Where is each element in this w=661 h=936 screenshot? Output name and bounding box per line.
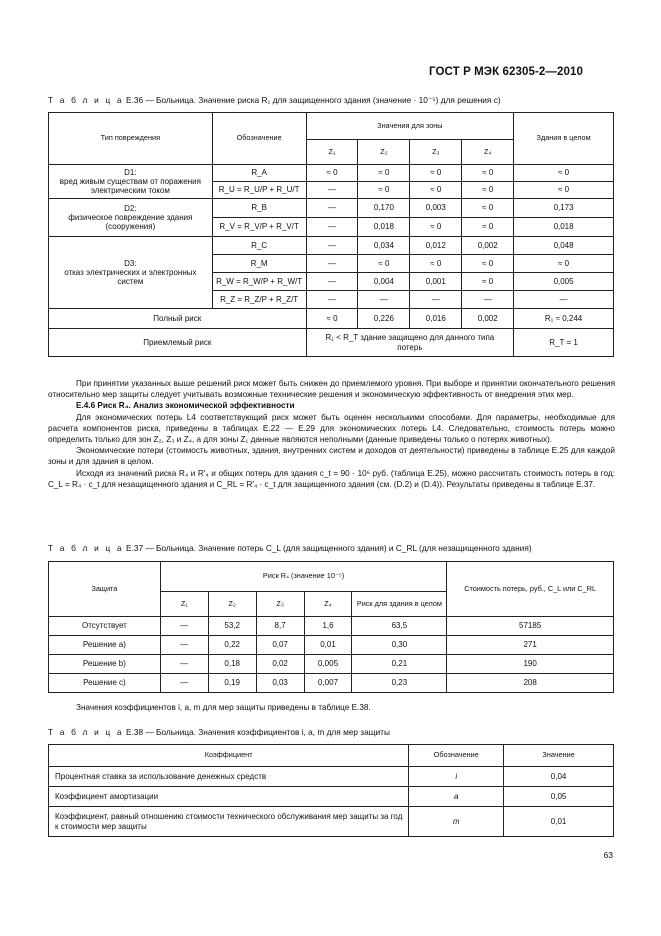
protection-label: Отсутствует: [49, 617, 161, 636]
table36-caption-prefix: Т а б л и ц а: [48, 95, 124, 105]
zone-value: ≈ 0: [462, 218, 514, 237]
zone-value: 0,001: [410, 273, 462, 291]
table38-caption-prefix: Т а б л и ц а: [48, 727, 124, 737]
table36-acceptable-label: Приемлемый риск: [49, 329, 307, 357]
total-value: 0,173: [514, 199, 614, 218]
table36-acceptable-total: R_T = 1: [514, 329, 614, 357]
table38-col-value: Значение: [504, 745, 614, 767]
zone-value: ≈ 0: [410, 165, 462, 182]
zone-value: 0,018: [358, 218, 410, 237]
table36-col-type: Тип повреждения: [49, 113, 213, 165]
coefficient-value: 0,05: [504, 787, 614, 807]
table36-acceptable-text: R₁ < R_T здание защищено для данного типа потерь: [306, 329, 514, 357]
table36-col-symbol: Обозначение: [212, 113, 306, 165]
total-value: ≈ 0: [514, 182, 614, 199]
zone-value: ≈ 0: [358, 255, 410, 273]
table37-zone-header: Z₂: [208, 592, 256, 617]
total-value: ≈ 0: [514, 255, 614, 273]
zone-value: 0,004: [358, 273, 410, 291]
damage-type-label: D2: физическое повреждение здания (сооружения): [49, 199, 213, 237]
zone-value: —: [306, 218, 358, 237]
zone-value: ≈ 0: [306, 165, 358, 182]
table37-col-risk: Риск R₄ (значение 10⁻⁵): [160, 562, 446, 592]
table38-caption-text: Е.38 — Больница. Значения коэффициентов i, a, m для мер защиты: [126, 727, 390, 737]
zone-value: 0,002: [462, 237, 514, 255]
paragraph: Экономические потери (стоимость животных, здания, внутренних систем и доходов от деятельности) приведены в таблице Е.25 для каждой зоны и для здания в целом.: [48, 446, 615, 467]
zone-value: —: [306, 182, 358, 199]
table36-caption: [48, 95, 501, 105]
table37-zone-header: Z₁: [160, 592, 208, 617]
loss-cost: 57185: [447, 617, 614, 636]
loss-cost: 271: [447, 636, 614, 655]
zone-value: 0,01: [304, 636, 352, 655]
loss-cost: 208: [447, 674, 614, 693]
zone-value: 0,005: [304, 655, 352, 674]
risk-symbol: R_B: [212, 199, 306, 218]
table38-col-coef: Коэффициент: [49, 745, 409, 767]
table37-col-cost: Стоимость потерь, руб., C_L или C_RL: [447, 562, 614, 617]
total-value: —: [514, 291, 614, 309]
table36-full-risk-value: 0,016: [410, 309, 462, 329]
coefficient-label: Процентная ставка за использование денежных средств: [49, 767, 409, 787]
total-value: 0,018: [514, 218, 614, 237]
zone-value: —: [160, 655, 208, 674]
zone-value: 53,2: [208, 617, 256, 636]
table36-full-risk-value: ≈ 0: [306, 309, 358, 329]
zone-value: —: [160, 617, 208, 636]
table36-zone-header: Z₂: [358, 140, 410, 165]
table36-col-total: Здания в целом: [514, 113, 614, 165]
protection-label: Решение с): [49, 674, 161, 693]
zone-value: ≈ 0: [410, 182, 462, 199]
zone-value: —: [358, 291, 410, 309]
risk-symbol: R_A: [212, 165, 306, 182]
zone-value: ≈ 0: [462, 182, 514, 199]
building-risk: 0,23: [352, 674, 447, 693]
zone-value: ≈ 0: [462, 255, 514, 273]
zone-value: ≈ 0: [358, 182, 410, 199]
paragraph: Исходя из значений риска R₄ и R′₄ и общих потерь для здания c_t = 90 · 10⁶ руб. (таблица Е.25), можно рассчитать стоимость потерь в год: C_L = R₄ · c_t для незащищенного здания и C_RL = R′₄ · c_t для защищенного здания (см. (D.2) и (D.4)). Результаты приведены в таблице Е.37.: [48, 468, 615, 489]
zone-value: 0,02: [256, 655, 304, 674]
coefficient-label: Коэффициент амортизации: [49, 787, 409, 807]
table36-zone-header: Z₁: [306, 140, 358, 165]
zone-value: ≈ 0: [462, 165, 514, 182]
table36-caption-text: Е.36 — Больница. Значение риска R₁ для защищенного здания (значение · 10⁻⁵) для решения с): [126, 95, 501, 105]
table37-zone-header: Z₄: [304, 592, 352, 617]
damage-type-label: D3: отказ электрических и электронных систем: [49, 237, 213, 309]
text-block-2: [48, 702, 615, 713]
zone-value: —: [160, 636, 208, 655]
zone-value: 0,007: [304, 674, 352, 693]
zone-value: 0,003: [410, 199, 462, 218]
zone-value: 0,034: [358, 237, 410, 255]
coefficient-symbol: a: [409, 787, 504, 807]
zone-value: —: [160, 674, 208, 693]
table36-full-risk-total: R₁ ≈ 0,244: [514, 309, 614, 329]
paragraph: Значения коэффициентов i, a, m для мер защиты приведены в таблице Е.38.: [76, 703, 371, 712]
table36-zone-header: Z₃: [410, 140, 462, 165]
total-value: 0,048: [514, 237, 614, 255]
zone-value: —: [306, 237, 358, 255]
standard-header: ГОСТ Р МЭК 62305-2—2010: [429, 66, 583, 78]
coefficient-symbol: i: [409, 767, 504, 787]
zone-value: 0,07: [256, 636, 304, 655]
building-risk: 63,5: [352, 617, 447, 636]
table36-full-risk-value: 0,002: [462, 309, 514, 329]
zone-value: ≈ 0: [462, 273, 514, 291]
zone-value: —: [462, 291, 514, 309]
table38-caption: [48, 727, 390, 737]
zone-value: —: [306, 291, 358, 309]
table36-full-risk-value: 0,226: [358, 309, 410, 329]
table37-col-building: Риск для здания в целом: [352, 592, 447, 617]
loss-cost: 190: [447, 655, 614, 674]
risk-symbol: R_V = R_V/P + R_V/T: [212, 218, 306, 237]
table36-col-zones: Значения для зоны: [306, 113, 514, 140]
zone-value: —: [306, 255, 358, 273]
zone-value: —: [306, 273, 358, 291]
zone-value: 0,03: [256, 674, 304, 693]
protection-label: Решение а): [49, 636, 161, 655]
table37-zone-header: Z₃: [256, 592, 304, 617]
table37-caption: [48, 543, 532, 553]
zone-value: 0,170: [358, 199, 410, 218]
protection-label: Решение b): [49, 655, 161, 674]
paragraph: Для экономических потерь L4 соответствующий риск может быть оценен несколькими способами. Для параметры, необходимые для расчета компонентов риска, приведены в таблицах Е.22 — Е.29 для экономических потерь L4. Следовательно, стоимость потерь можно определить только для зон Z₂, Z₃ и Z₄, а для зоны Z₁ данные являются неполными (данные приведены только о потерях животных).: [48, 412, 615, 445]
paragraph: При принятии указанных выше решений риск может быть снижен до приемлемого уровня. При выборе и принятии окончательного решения относительно мер защиты следует учитывать возможные технические решения и экономическую эффективность от внедрения этих мер.: [48, 379, 615, 400]
text-block-1: [48, 378, 615, 490]
building-risk: 0,30: [352, 636, 447, 655]
building-risk: 0,21: [352, 655, 447, 674]
risk-symbol: R_C: [212, 237, 306, 255]
table36-zone-header: Z₄: [462, 140, 514, 165]
zone-value: —: [410, 291, 462, 309]
total-value: ≈ 0: [514, 165, 614, 182]
damage-type-label: D1: вред живым существам от поражения электрическим током: [49, 165, 213, 199]
zone-value: 0,012: [410, 237, 462, 255]
zone-value: 0,19: [208, 674, 256, 693]
table-e37: [48, 561, 614, 693]
coefficient-value: 0,01: [504, 807, 614, 837]
table36-full-risk-label: Полный риск: [49, 309, 307, 329]
page-number: 63: [603, 850, 613, 860]
zone-value: 0,22: [208, 636, 256, 655]
total-value: 0,005: [514, 273, 614, 291]
coefficient-symbol: m: [409, 807, 504, 837]
table-e38: [48, 744, 614, 837]
table37-caption-prefix: Т а б л и ц а: [48, 543, 124, 553]
table38-col-symbol: Обозначение: [409, 745, 504, 767]
zone-value: ≈ 0: [358, 165, 410, 182]
zone-value: 0,18: [208, 655, 256, 674]
coefficient-value: 0,04: [504, 767, 614, 787]
zone-value: ≈ 0: [410, 218, 462, 237]
zone-value: 1,6: [304, 617, 352, 636]
risk-symbol: R_Z = R_Z/P + R_Z/T: [212, 291, 306, 309]
table37-col-protection: Защита: [49, 562, 161, 617]
zone-value: ≈ 0: [410, 255, 462, 273]
risk-symbol: R_U = R_U/P + R_U/T: [212, 182, 306, 199]
risk-symbol: R_M: [212, 255, 306, 273]
risk-symbol: R_W = R_W/P + R_W/T: [212, 273, 306, 291]
table37-caption-text: Е.37 — Больница. Значение потерь C_L (для защищенного здания) и C_RL (для незащищенного здания): [126, 543, 532, 553]
zone-value: ≈ 0: [462, 199, 514, 218]
section-heading: Е.4.6 Риск R₄. Анализ экономической эффективности: [76, 401, 295, 411]
zone-value: 8,7: [256, 617, 304, 636]
coefficient-label: Коэффициент, равный отношению стоимости технического обслуживания мер защиты за год к стоимости мер защиты: [49, 807, 409, 837]
table-e36: [48, 112, 614, 357]
zone-value: —: [306, 199, 358, 218]
